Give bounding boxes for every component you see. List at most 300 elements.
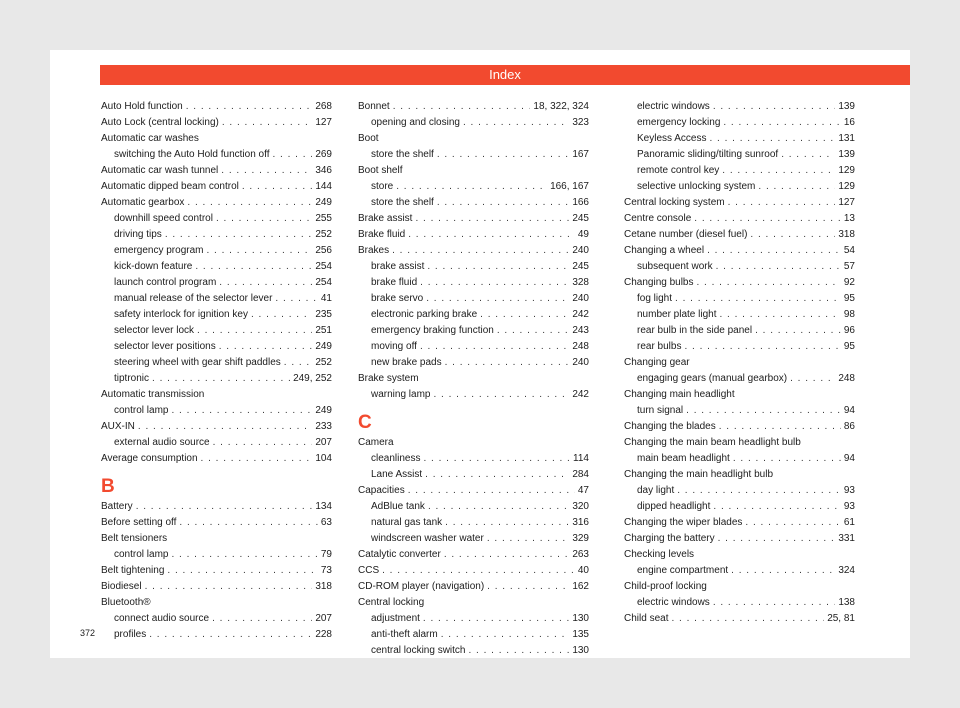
index-entry	[358, 227, 589, 243]
index-subentry	[358, 147, 589, 163]
page-reference: 63	[320, 517, 332, 528]
dot-leader	[171, 403, 312, 419]
index-entry	[358, 99, 589, 115]
entry-label: store the shelf	[371, 149, 434, 160]
entry-label: AdBlue tank	[371, 501, 425, 512]
index-subentry	[358, 531, 589, 547]
page-reference: 255	[315, 213, 332, 224]
index-subentry	[624, 115, 855, 131]
index-column-3	[624, 99, 855, 627]
entry-label: Charging the battery	[624, 533, 715, 544]
page-reference: 166, 167	[550, 181, 589, 192]
entry-label: selective unlocking system	[637, 181, 756, 192]
dot-leader	[675, 291, 841, 307]
index-subentry	[101, 243, 332, 259]
entry-label: Changing the blades	[624, 421, 716, 432]
index-entry	[101, 131, 332, 147]
entry-label: emergency locking	[637, 117, 721, 128]
entry-label: kick-down feature	[114, 261, 193, 272]
entry-label: Automatic car washes	[101, 133, 199, 144]
dot-leader	[393, 99, 531, 115]
entry-label: Changing bulbs	[624, 277, 694, 288]
entry-label: Panoramic sliding/tilting sunroof	[637, 149, 779, 160]
entry-label: CCS	[358, 565, 380, 576]
page-reference: 94	[843, 405, 855, 416]
entry-label: Biodiesel	[101, 581, 142, 592]
page-reference: 25, 81	[827, 613, 855, 624]
page-reference: 242	[572, 389, 589, 400]
index-entry	[624, 579, 855, 595]
entry-label: Brakes	[358, 245, 390, 256]
dot-leader	[152, 371, 290, 387]
index-entry	[624, 467, 855, 483]
entry-label: Battery	[101, 501, 133, 512]
index-subentry	[101, 627, 332, 643]
dot-leader	[165, 227, 313, 243]
index-subentry	[101, 547, 332, 563]
index-subentry	[358, 387, 589, 403]
entry-label: Checking levels	[624, 549, 695, 560]
entry-label: external audio source	[114, 437, 210, 448]
index-subentry	[624, 323, 855, 339]
index-entry	[358, 435, 589, 451]
dot-leader	[167, 563, 317, 579]
page-reference: 79	[320, 549, 332, 560]
index-subentry	[101, 355, 332, 371]
entry-label: windscreen washer water	[371, 533, 484, 544]
dot-leader	[420, 275, 569, 291]
page-reference: 94	[843, 453, 855, 464]
dot-leader	[437, 195, 570, 211]
dot-leader	[408, 483, 575, 499]
page-reference: 98	[843, 309, 855, 320]
entry-label: Centre console	[624, 213, 692, 224]
index-subentry	[624, 483, 855, 499]
index-entry	[624, 611, 855, 627]
dot-leader	[242, 179, 312, 195]
index-subentry	[624, 307, 855, 323]
dot-leader	[497, 323, 569, 339]
entry-label: natural gas tank	[371, 517, 443, 528]
page-number: 372	[80, 628, 96, 638]
dot-leader	[445, 355, 570, 371]
page-reference: 256	[315, 245, 332, 256]
page-reference: 131	[838, 133, 855, 144]
dot-leader	[684, 339, 840, 355]
dot-leader	[423, 451, 570, 467]
dot-leader	[145, 579, 313, 595]
dot-leader	[423, 611, 569, 627]
dot-leader	[433, 387, 569, 403]
entry-label: selector lever lock	[114, 325, 195, 336]
index-subentry	[624, 499, 855, 515]
page-reference: 134	[315, 501, 332, 512]
entry-label: Belt tightening	[101, 565, 165, 576]
page-reference: 95	[843, 293, 855, 304]
entry-label: subsequent work	[637, 261, 713, 272]
page-reference: 167	[572, 149, 589, 160]
page-reference: 130	[572, 613, 589, 624]
index-subentry	[624, 179, 855, 195]
entry-label: Central locking	[358, 597, 425, 608]
dot-leader	[445, 515, 569, 531]
entry-label: Belt tensioners	[101, 533, 168, 544]
index-subentry	[101, 275, 332, 291]
entry-label: Changing a wheel	[624, 245, 705, 256]
index-entry	[101, 499, 332, 515]
dot-leader	[728, 195, 836, 211]
index-entry	[624, 195, 855, 211]
index-subentry	[624, 595, 855, 611]
index-subentry	[358, 115, 589, 131]
page-reference: 248	[572, 341, 589, 352]
page-reference: 284	[572, 469, 589, 480]
page-reference: 346	[315, 165, 332, 176]
index-entry	[101, 163, 332, 179]
entry-label: rear bulb in the side panel	[637, 325, 753, 336]
index-subentry	[624, 339, 855, 355]
entry-label: AUX-IN	[101, 421, 135, 432]
entry-label: driving tips	[114, 229, 162, 240]
page-reference: 61	[843, 517, 855, 528]
page-reference: 166	[572, 197, 589, 208]
index-subentry	[624, 451, 855, 467]
dot-leader	[420, 339, 569, 355]
index-entry	[358, 131, 589, 147]
index-subentry	[358, 643, 589, 659]
dot-leader	[713, 499, 840, 515]
entry-label: Average consumption	[101, 453, 198, 464]
entry-label: Keyless Access	[637, 133, 707, 144]
dot-leader	[222, 115, 312, 131]
dot-leader	[251, 307, 312, 323]
index-subentry	[101, 611, 332, 627]
page-reference: 320	[572, 501, 589, 512]
dot-leader	[195, 259, 312, 275]
dot-leader	[408, 227, 575, 243]
dot-leader	[719, 419, 841, 435]
entry-label: rear bulbs	[637, 341, 682, 352]
page-reference: 144	[315, 181, 332, 192]
page-reference: 268	[315, 101, 332, 112]
page-reference: 318	[315, 581, 332, 592]
entry-label: Bonnet	[358, 101, 390, 112]
entry-label: Lane Assist	[371, 469, 423, 480]
entry-label: manual release of the selector lever	[114, 293, 273, 304]
page-reference: 263	[572, 549, 589, 560]
index-entry	[624, 531, 855, 547]
index-entry	[101, 195, 332, 211]
entry-label: brake servo	[371, 293, 424, 304]
page-reference: 240	[572, 245, 589, 256]
dot-leader	[468, 643, 569, 659]
entry-label: warning lamp	[371, 389, 431, 400]
entry-label: store	[371, 181, 394, 192]
dot-leader	[720, 307, 841, 323]
index-entry	[101, 99, 332, 115]
dot-leader	[745, 515, 840, 531]
dot-leader	[186, 99, 313, 115]
entry-label: adjustment	[371, 613, 420, 624]
index-subentry	[101, 307, 332, 323]
entry-label: day light	[637, 485, 675, 496]
dot-leader	[213, 435, 313, 451]
dot-leader	[219, 339, 313, 355]
index-subentry	[358, 307, 589, 323]
page-reference: 245	[572, 261, 589, 272]
entry-label: selector lever positions	[114, 341, 216, 352]
page-reference: 249, 252	[293, 373, 332, 384]
page-reference: 249	[315, 341, 332, 352]
dot-leader	[694, 211, 841, 227]
entry-label: fog light	[637, 293, 673, 304]
page-reference: 249	[315, 197, 332, 208]
page-reference: 104	[315, 453, 332, 464]
page-reference: 248	[838, 373, 855, 384]
dot-leader	[272, 147, 312, 163]
index-subentry	[358, 339, 589, 355]
page-reference: 251	[315, 325, 332, 336]
index-entry	[624, 547, 855, 563]
page-reference: 329	[572, 533, 589, 544]
page-reference: 249	[315, 405, 332, 416]
index-entry	[624, 387, 855, 403]
index-subentry	[624, 371, 855, 387]
index-subentry	[358, 275, 589, 291]
entry-label: Central locking system	[624, 197, 725, 208]
index-subentry	[624, 259, 855, 275]
entry-label: Automatic transmission	[101, 389, 205, 400]
dot-leader	[722, 163, 835, 179]
page-reference: 235	[315, 309, 332, 320]
index-subentry	[101, 227, 332, 243]
page-reference: 93	[843, 501, 855, 512]
entry-label: Brake fluid	[358, 229, 406, 240]
index-entry	[358, 483, 589, 499]
dot-leader	[686, 403, 841, 419]
index-subentry	[101, 435, 332, 451]
index-entry	[101, 419, 332, 435]
index-subentry	[624, 563, 855, 579]
index-entry	[624, 275, 855, 291]
dot-leader	[201, 451, 313, 467]
page-reference: 18, 322, 324	[533, 101, 589, 112]
entry-label: Child seat	[624, 613, 669, 624]
dot-leader	[758, 179, 835, 195]
page-reference: 95	[843, 341, 855, 352]
entry-label: number plate light	[637, 309, 717, 320]
page-reference: 328	[572, 277, 589, 288]
page-reference: 49	[577, 229, 589, 240]
index-subentry	[101, 339, 332, 355]
index-subentry	[358, 259, 589, 275]
dot-leader	[428, 499, 569, 515]
page-reference: 254	[315, 261, 332, 272]
entry-label: emergency braking function	[371, 325, 494, 336]
dot-leader	[437, 147, 570, 163]
dot-leader	[713, 99, 836, 115]
index-entry	[358, 163, 589, 179]
entry-label: Child-proof locking	[624, 581, 707, 592]
index-subentry	[624, 131, 855, 147]
dot-leader	[750, 227, 835, 243]
dot-leader	[392, 243, 569, 259]
entry-label: emergency program	[114, 245, 204, 256]
dot-leader	[487, 579, 569, 595]
dot-leader	[790, 371, 835, 387]
index-section-letter: C	[358, 412, 372, 433]
manual-page	[50, 50, 910, 658]
index-subentry	[358, 179, 589, 195]
page-reference: 16	[843, 117, 855, 128]
page-reference: 93	[843, 485, 855, 496]
entry-label: dipped headlight	[637, 501, 711, 512]
index-entry	[358, 371, 589, 387]
entry-label: profiles	[114, 629, 147, 640]
page-reference: 129	[838, 165, 855, 176]
index-entry	[624, 515, 855, 531]
entry-label: Automatic car wash tunnel	[101, 165, 219, 176]
entry-label: tiptronic	[114, 373, 150, 384]
index-subentry	[624, 163, 855, 179]
page-reference: 139	[838, 149, 855, 160]
page-reference: 331	[838, 533, 855, 544]
entry-label: Automatic dipped beam control	[101, 181, 239, 192]
index-entry	[101, 451, 332, 467]
dot-leader	[733, 451, 841, 467]
dot-leader	[216, 211, 312, 227]
page-reference: 233	[315, 421, 332, 432]
page-reference: 207	[315, 437, 332, 448]
index-entry	[624, 227, 855, 243]
entry-label: remote control key	[637, 165, 720, 176]
page-reference: 130	[572, 645, 589, 656]
index-subentry	[101, 371, 332, 387]
index-subentry	[358, 611, 589, 627]
index-column-2	[358, 99, 589, 659]
entry-label: Cetane number (diesel fuel)	[624, 229, 748, 240]
index-subentry	[624, 147, 855, 163]
dot-leader	[284, 355, 313, 371]
index-subentry	[624, 291, 855, 307]
page-reference: 269	[315, 149, 332, 160]
dot-leader	[427, 259, 569, 275]
index-entry	[624, 211, 855, 227]
index-subentry	[358, 195, 589, 211]
index-entry	[101, 387, 332, 403]
page-reference: 41	[320, 293, 332, 304]
page-reference: 243	[572, 325, 589, 336]
dot-leader	[197, 323, 312, 339]
entry-label: electric windows	[637, 101, 710, 112]
index-section-letter: B	[101, 476, 115, 497]
page-reference: 86	[843, 421, 855, 432]
dot-leader	[171, 547, 317, 563]
page-reference: 318	[838, 229, 855, 240]
dot-leader	[441, 627, 570, 643]
entry-label: anti-theft alarm	[371, 629, 438, 640]
dot-leader	[671, 611, 824, 627]
dot-leader	[425, 467, 569, 483]
dot-leader	[707, 243, 841, 259]
page-reference: 139	[838, 101, 855, 112]
index-entry	[624, 243, 855, 259]
page-reference: 242	[572, 309, 589, 320]
dot-leader	[396, 179, 547, 195]
dot-leader	[697, 275, 841, 291]
entry-label: Boot	[358, 133, 379, 144]
page-reference: 240	[572, 293, 589, 304]
index-entry	[624, 435, 855, 451]
page-reference: 54	[843, 245, 855, 256]
entry-label: Changing the main beam headlight bulb	[624, 437, 801, 448]
page-reference: 245	[572, 213, 589, 224]
entry-label: Changing the wiper blades	[624, 517, 743, 528]
dot-leader	[444, 547, 570, 563]
entry-label: Changing main headlight	[624, 389, 735, 400]
entry-label: launch control program	[114, 277, 217, 288]
entry-label: Before setting off	[101, 517, 177, 528]
index-title: Index	[489, 67, 521, 82]
entry-label: Automatic gearbox	[101, 197, 185, 208]
page-reference: 114	[573, 453, 589, 464]
page-reference: 207	[315, 613, 332, 624]
dot-leader	[713, 595, 836, 611]
entry-label: cleanliness	[371, 453, 421, 464]
entry-label: Brake system	[358, 373, 419, 384]
page-reference: 127	[838, 197, 855, 208]
dot-leader	[212, 611, 312, 627]
entry-label: turn signal	[637, 405, 684, 416]
dot-leader	[275, 291, 317, 307]
index-subentry	[358, 515, 589, 531]
entry-label: brake assist	[371, 261, 425, 272]
page-reference: 240	[572, 357, 589, 368]
entry-label: opening and closing	[371, 117, 460, 128]
dot-leader	[138, 419, 312, 435]
entry-label: moving off	[371, 341, 417, 352]
index-column-1	[101, 99, 332, 643]
index-subentry	[358, 291, 589, 307]
index-entry	[101, 515, 332, 531]
entry-label: main beam headlight	[637, 453, 730, 464]
index-entry	[358, 595, 589, 611]
page-reference: 73	[320, 565, 332, 576]
page-reference: 323	[572, 117, 589, 128]
entry-label: Changing gear	[624, 357, 690, 368]
index-subentry	[358, 355, 589, 371]
page-reference: 92	[843, 277, 855, 288]
dot-leader	[716, 259, 841, 275]
dot-leader	[755, 323, 841, 339]
index-subentry	[101, 291, 332, 307]
entry-label: Camera	[358, 437, 394, 448]
page-reference: 57	[843, 261, 855, 272]
entry-label: Auto Lock (central locking)	[101, 117, 219, 128]
page-reference: 252	[315, 229, 332, 240]
index-entry	[101, 579, 332, 595]
index-entry	[358, 211, 589, 227]
entry-label: Auto Hold function	[101, 101, 183, 112]
dot-leader	[463, 115, 569, 131]
index-entry	[624, 355, 855, 371]
dot-leader	[219, 275, 312, 291]
entry-label: downhill speed control	[114, 213, 213, 224]
dot-leader	[480, 307, 569, 323]
entry-label: electric windows	[637, 597, 710, 608]
index-entry	[101, 179, 332, 195]
page-reference: 324	[838, 565, 855, 576]
